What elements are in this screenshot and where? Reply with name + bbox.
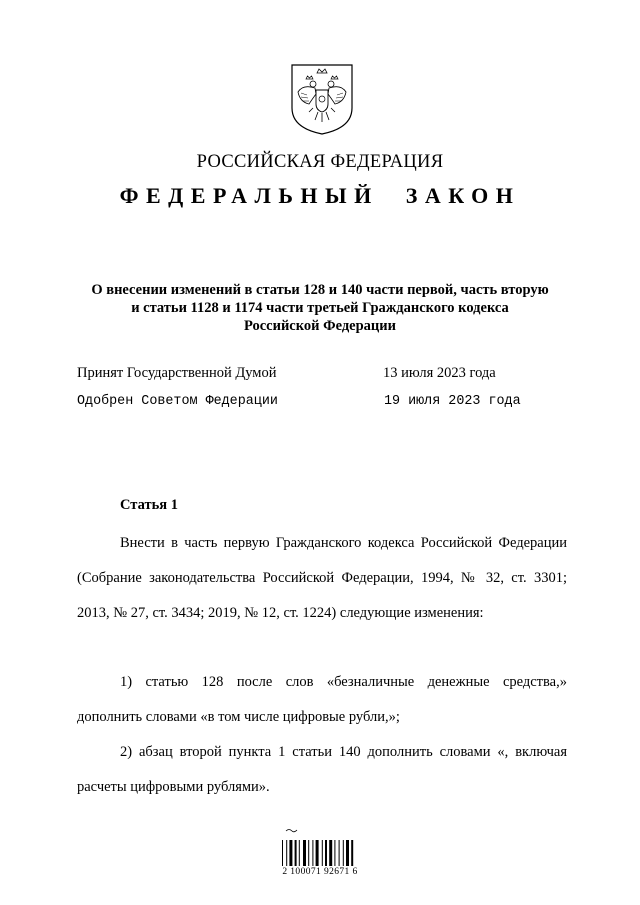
barcode <box>278 828 356 872</box>
document-type: ФЕДЕРАЛЬНЫЙ ЗАКОН <box>119 183 521 208</box>
approval-date: 19 июля 2023 года <box>384 394 521 409</box>
barcode-bar <box>289 840 292 866</box>
law-title-line: О внесении изменений в статьи 128 и 140 части первой, часть вторую <box>91 282 549 298</box>
barcode-bar <box>339 840 340 866</box>
barcode-bar <box>334 840 335 866</box>
barcode-number: 2 100071 92671 6 <box>282 867 358 877</box>
barcode-bar <box>351 840 353 866</box>
adoption-label: Принят Государственной Думой <box>77 365 277 381</box>
law-title-line: и статьи 1128 и 1174 части третьей Гражданского кодекса <box>131 300 509 316</box>
barcode-bar <box>282 840 283 866</box>
barcode-bar <box>316 840 319 866</box>
article-paragraph: 2) абзац второй пункта 1 статьи 140 дополнить словами «, включая расчеты цифровыми рублями». <box>77 744 567 795</box>
barcode-bar <box>312 840 313 866</box>
law-title <box>60 281 580 335</box>
article-title: Статья 1 <box>120 497 178 513</box>
barcode-bar <box>295 840 297 866</box>
approval-council-row <box>77 394 521 409</box>
barcode-bar <box>299 840 300 866</box>
approval-label: Одобрен Советом Федерации <box>77 394 278 409</box>
barcode-bar <box>308 840 309 866</box>
law-title-line: Российской Федерации <box>243 318 396 334</box>
coat-of-arms-emblem <box>289 62 355 136</box>
country-name: РОССИЙСКАЯ ФЕДЕРАЦИЯ <box>196 152 444 172</box>
article-paragraph: Внести в часть первую Гражданского кодекса Российской Федерации (Собрание законодательства Российской Федерации, 1994, № 32, ст. 3301; 2013, № 27, ст. 3434; 2019, № 12, ст. 1224) следующие изменения: <box>77 535 567 621</box>
signature-mark <box>286 830 297 832</box>
barcode-bar <box>329 840 332 866</box>
barcode-bar <box>343 840 344 866</box>
barcode-bar <box>322 840 323 866</box>
article-paragraph: 1) статью 128 после слов «безналичные денежные средства,» дополнить словами «в том числе цифровые рубли,»; <box>77 674 567 725</box>
barcode-bar <box>325 840 327 866</box>
barcode-bar <box>303 840 306 866</box>
barcode-bar <box>346 840 349 866</box>
adoption-date: 13 июля 2023 года <box>383 365 496 381</box>
barcode-bar <box>286 840 287 866</box>
adoption-duma-row <box>77 365 496 382</box>
barcode-bars <box>282 840 353 866</box>
